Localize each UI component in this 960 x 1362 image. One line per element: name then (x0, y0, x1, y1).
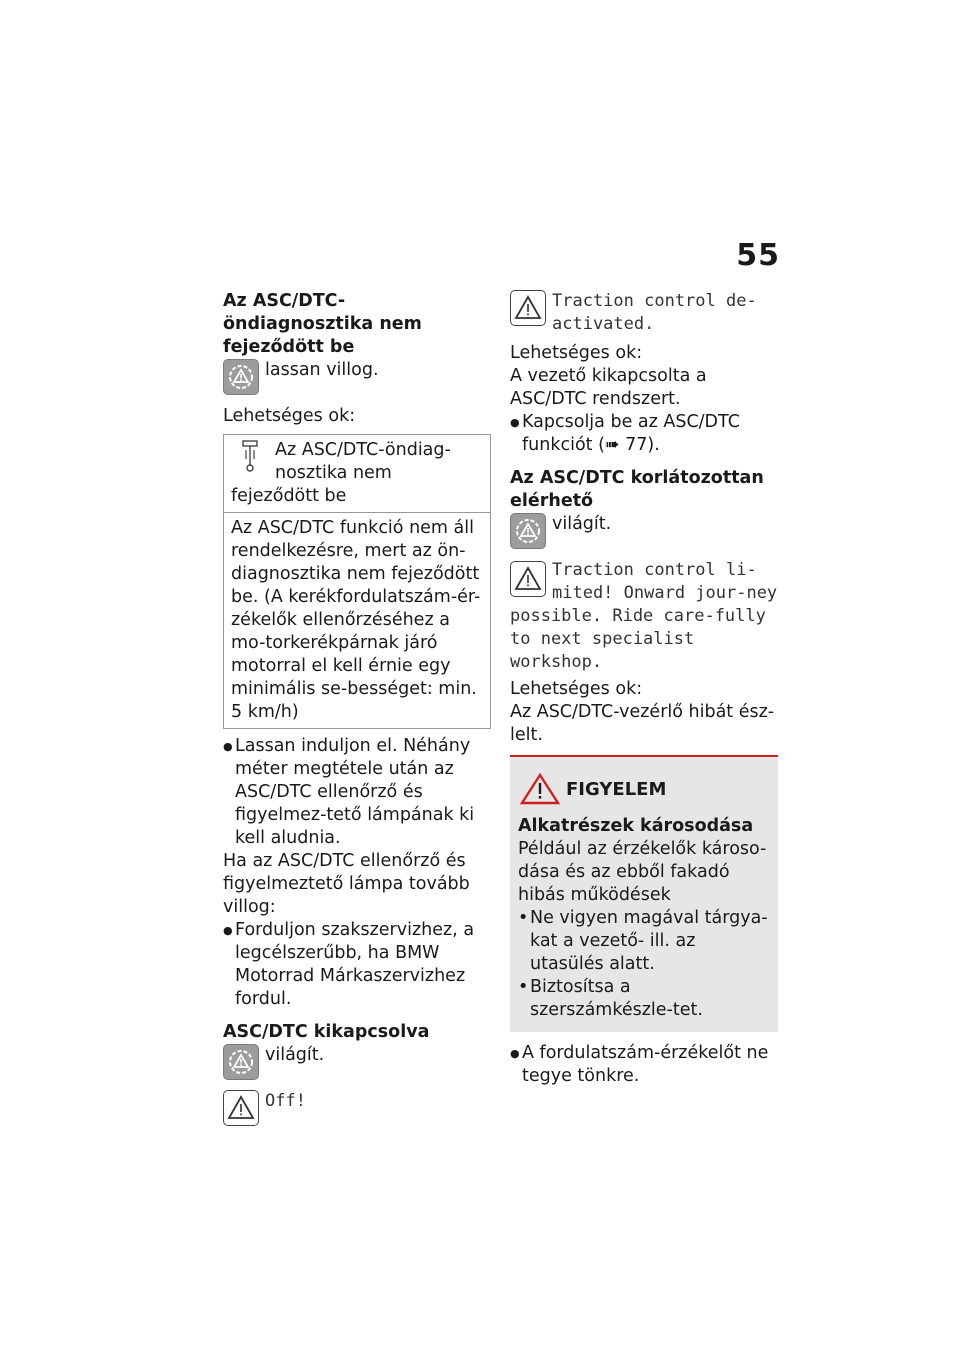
warning-text: Például az érzékelők károso-dása és az ebből fakadó hibás működések (518, 839, 767, 905)
paragraph-if-flashing: Ha az ASC/DTC ellenőrző és figyelmeztető lámpa tovább villog: (223, 851, 470, 917)
lamp-state-text: lassan villog. (265, 360, 379, 380)
diagnosis-tool-icon (231, 439, 271, 473)
display-message-deactivated: Traction control de-activated. (552, 291, 757, 334)
causes-label: Lehetséges ok: (510, 343, 643, 363)
bullet-enable-asc: ● Kapcsolja be az ASC/DTC funkciót (➠ 77). (510, 411, 778, 457)
display-row-deactivated (510, 290, 778, 336)
bullet-sensor: ● A fordulatszám-érzékelőt ne tegye tönkre. (510, 1042, 778, 1088)
causes-label: Lehetséges ok: (223, 406, 356, 426)
asc-dtc-lamp-icon (510, 513, 546, 549)
table-row1-text: Az ASC/DTC-öndiag-nosztika nem fejeződött be (231, 440, 451, 506)
lamp-row-limited (510, 513, 778, 549)
warning-triangle-icon (510, 290, 546, 326)
table-row-body: Az ASC/DTC funkció nem áll rendelkezésre, mert az ön-diagnosztika nem fejeződött be. (A kerékfordulatszám-ér-zékelők ellenőrzéséhez a mo-torkerékpárnak járó motorral el kell érnie egy minimális se-bességet: min. 5 km/h) (224, 512, 490, 728)
asc-dtc-lamp-icon (223, 359, 259, 395)
warning-triangle-icon (520, 773, 560, 805)
display-row-off (223, 1090, 491, 1126)
section-heading-limited: Az ASC/DTC korlátozottan elérhető (510, 468, 764, 511)
causes-label: Lehetséges ok: (510, 679, 643, 699)
bullet-contact-service: ● Forduljon szakszervizhez, a legcélszerűbb, ha BMW Motorrad Márkaszervizhez fordul. (223, 919, 491, 1011)
lamp-row-selfdiag (223, 359, 491, 395)
lamp-row-disabled (223, 1044, 491, 1080)
warning-bullet-toolkit: • Biztosítsa a szerszámkészle-tet. (518, 976, 770, 1022)
display-message-off: Off! (265, 1091, 306, 1111)
table-row-header (224, 435, 490, 512)
warning-triangle-icon (223, 1090, 259, 1126)
right-column (510, 290, 778, 1088)
info-table (223, 434, 491, 729)
asc-dtc-lamp-icon (223, 1044, 259, 1080)
display-message-limited: Traction control li-mited! Onward jour-ney possible. Ride care-fully to next specialist workshop. (510, 560, 778, 672)
warning-subtitle: Alkatrészek károsodása (518, 816, 754, 836)
cause-text: Az ASC/DTC-vezérlő hibát ész-lelt. (510, 702, 775, 745)
warning-triangle-icon (510, 561, 546, 597)
lamp-state-text: világít. (552, 514, 612, 534)
section-heading-selfdiag: Az ASC/DTC-öndiagnosztika nem fejeződött be (223, 291, 422, 357)
page-number: 55 (736, 238, 780, 273)
lamp-state-text: világít. (265, 1045, 325, 1065)
cause-text: A vezető kikapcsolta a ASC/DTC rendszert. (510, 366, 707, 409)
warning-title-row (518, 773, 770, 805)
display-row-limited (510, 559, 778, 674)
warning-bullet-objects: • Ne vigyen magával tárgya-kat a vezető- ill. az utasülés alatt. (518, 907, 770, 976)
warning-title: FIGYELEM (566, 778, 667, 800)
warning-box (510, 755, 778, 1032)
bullet-start-slowly: ● Lassan induljon el. Néhány méter megtétele után az ASC/DTC ellenőrző és figyelmez-tető lámpának ki kell aludnia. (223, 735, 491, 850)
section-heading-disabled: ASC/DTC kikapcsolva (223, 1022, 430, 1042)
left-column (223, 290, 491, 1126)
